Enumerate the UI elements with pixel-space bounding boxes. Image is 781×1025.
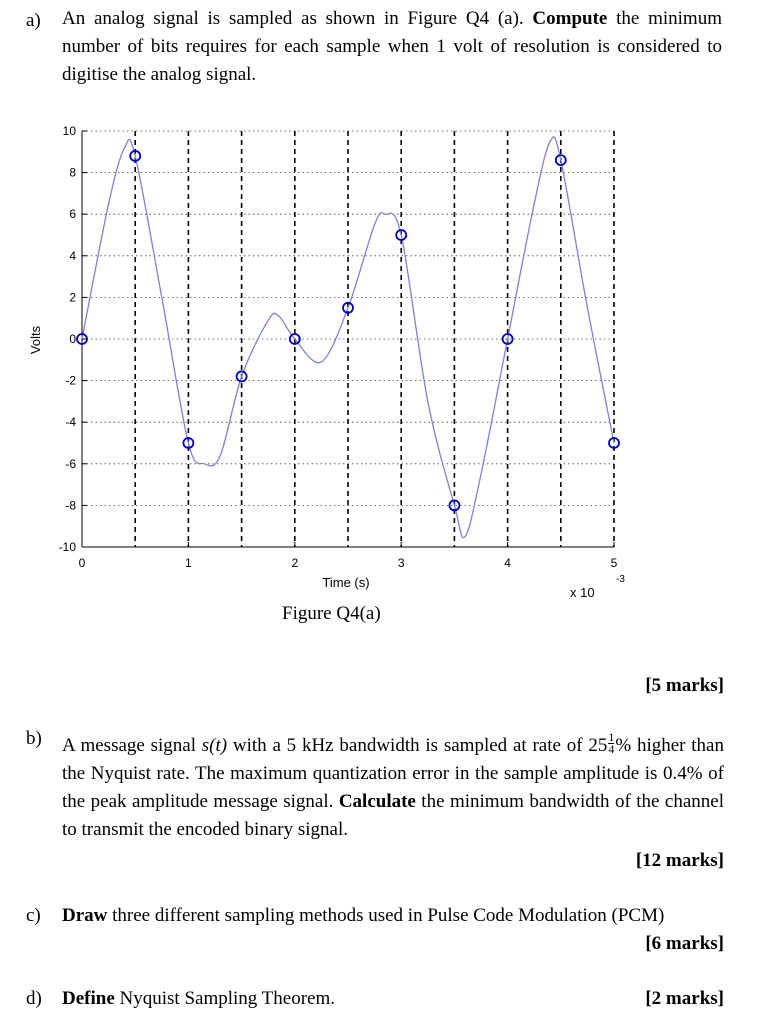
question-b-text-3: % higher than the Nyquist rate. The maximum quantization error in the sample amplitude is 0.4% of the peak amplitude message signal. [62,735,724,812]
question-a-text-post: the minimum number of bits requires for each sample when 1 volt of resolution is considered to digitise the analog signal. [62,8,722,85]
y-tick-label-1: -8 [65,498,76,513]
question-b-text [62,732,724,844]
x-multiplier: x 10 [570,585,595,600]
y-tick-label-9: 8 [69,165,76,180]
y-tick-label-3: -4 [65,415,76,430]
question-d-text-post: Nyquist Sampling Theorem. [114,988,336,1009]
y-axis-title: Volts [28,325,43,355]
signal-symbol: s(t) [201,735,228,756]
question-b-text-1: A message signal [62,735,202,756]
x-tick-label-1: 1 [185,556,192,570]
x-tick-label-5: 5 [610,556,618,570]
x-tick-label-2: 2 [291,556,299,570]
y-tick-label-0: -10 [58,540,76,554]
y-tick-label-6: 2 [69,290,76,305]
question-a-marks: [5 marks] [645,675,724,696]
y-tick-label-8: 6 [69,207,76,222]
question-d-label: d) [26,988,42,1009]
question-b-label: b) [26,728,42,749]
x-tick-label-4: 4 [504,556,511,570]
question-a-label: a) [26,10,41,31]
figure-caption: Figure Q4(a) [282,603,381,624]
x-axis-title: Time (s) [322,575,370,590]
y-tick-label-4: -2 [65,373,76,388]
question-d-text [62,988,335,1010]
question-c-label: c) [26,905,41,926]
y-tick-label-10: 10 [62,124,76,138]
question-a-bold: Compute [532,8,608,29]
fraction-denominator: 4 [608,742,615,757]
y-tick-label-7: 4 [69,248,76,263]
x-tick-label-3: 3 [397,556,405,570]
question-d-marks: [2 marks] [645,988,724,1009]
question-a-text-pre: An analog signal is sampled as shown in Figure Q4 (a). [62,8,533,29]
question-b-text-4: the minimum bandwidth of the channel to transmit the encoded binary signal. [62,791,724,840]
question-d-bold: Define [62,988,115,1009]
question-c-text-post: three different sampling methods used in Pulse Code Modulation (PCM) [107,905,665,926]
x-exponent: -3 [616,574,625,585]
question-b-bold: Calculate [338,791,416,812]
question-c-marks: [6 marks] [645,933,724,954]
fraction-one-quarter [608,732,614,755]
y-tick-label-2: -6 [65,456,76,471]
question-c-text [62,905,664,927]
question-b-marks: [12 marks] [635,850,724,871]
y-tick-labels [59,124,87,554]
fraction-numerator: 1 [608,730,615,745]
y-tick-label-5: 0 [69,332,76,346]
question-b-text-2: with a 5 kHz bandwidth is sampled at rate of 25 [227,735,608,756]
question-c-bold: Draw [62,905,108,926]
x-tick-label-0: 0 [78,556,86,570]
